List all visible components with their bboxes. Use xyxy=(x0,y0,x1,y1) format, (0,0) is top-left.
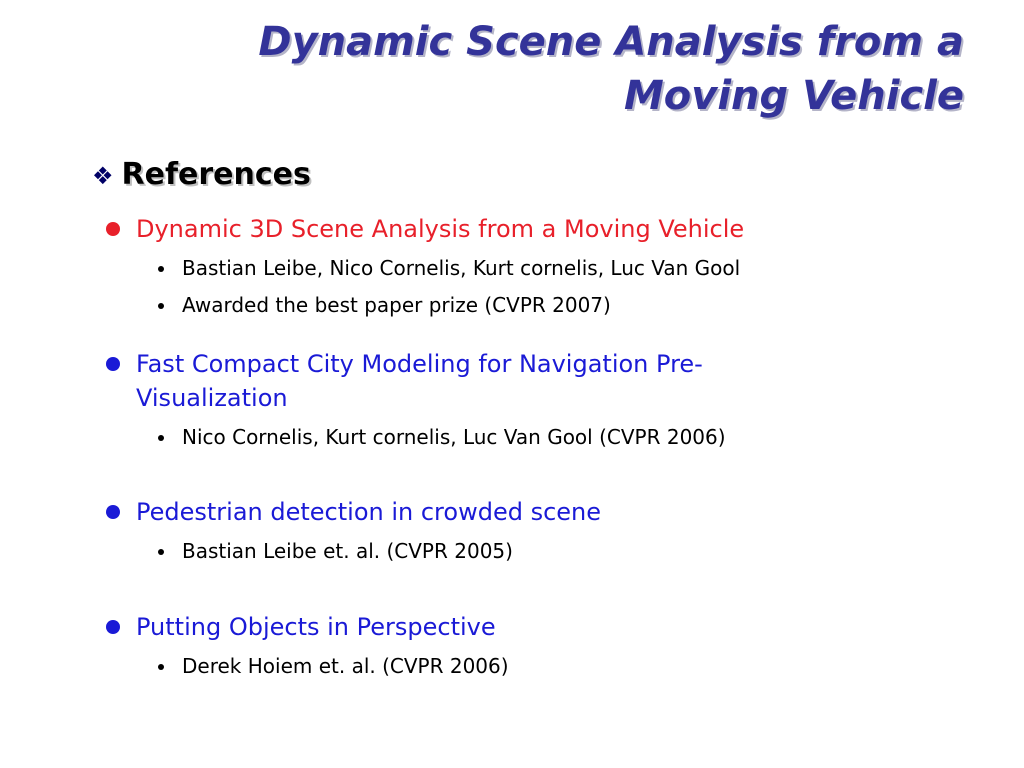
reference-4-detail-1 xyxy=(182,653,509,679)
reference-2-detail-1-text: Nico Cornelis, Kurt cornelis, Luc Van Gool (CVPR 2006) xyxy=(182,425,726,449)
reference-title-2-line-1: Fast Compact City Modeling for Navigation Pre- xyxy=(136,350,703,378)
filled-circle-icon xyxy=(106,505,120,519)
reference-2-detail-1 xyxy=(182,424,726,450)
reference-title-1 xyxy=(136,212,744,246)
reference-1-detail-1 xyxy=(182,255,740,281)
reference-3-detail-1 xyxy=(182,538,513,564)
four-diamond-icon: ❖ xyxy=(92,162,114,190)
filled-circle-icon xyxy=(106,357,120,371)
reference-1-detail-1-text: Bastian Leibe, Nico Cornelis, Kurt cornelis, Luc Van Gool xyxy=(182,256,741,280)
reference-title-3 xyxy=(136,495,601,529)
section-heading xyxy=(92,155,311,196)
filled-circle-icon xyxy=(106,620,120,634)
small-dot-icon xyxy=(158,549,164,555)
slide-title-line-1: Dynamic Scene Analysis from a xyxy=(258,19,964,65)
reference-title-2-continuation xyxy=(136,381,288,415)
slide-title-line-2: Moving Vehicle xyxy=(623,73,964,119)
reference-title-1-text: Dynamic 3D Scene Analysis from a Moving Vehicle xyxy=(136,215,745,243)
reference-title-2 xyxy=(136,347,703,381)
filled-circle-icon xyxy=(106,222,120,236)
reference-1-detail-2 xyxy=(182,292,611,318)
small-dot-icon xyxy=(158,664,164,670)
small-dot-icon xyxy=(158,266,164,272)
small-dot-icon xyxy=(158,435,164,441)
reference-title-4 xyxy=(136,610,496,644)
small-dot-icon xyxy=(158,303,164,309)
section-heading-text: References xyxy=(121,157,311,192)
reference-title-3-text: Pedestrian detection in crowded scene xyxy=(136,498,602,526)
reference-title-2-line-2: Visualization xyxy=(136,384,288,412)
reference-3-detail-1-text: Bastian Leibe et. al. (CVPR 2005) xyxy=(182,539,513,563)
reference-4-detail-1-text: Derek Hoiem et. al. (CVPR 2006) xyxy=(182,654,509,678)
reference-title-4-text: Putting Objects in Perspective xyxy=(136,613,496,641)
reference-1-detail-2-text: Awarded the best paper prize (CVPR 2007) xyxy=(182,293,611,317)
